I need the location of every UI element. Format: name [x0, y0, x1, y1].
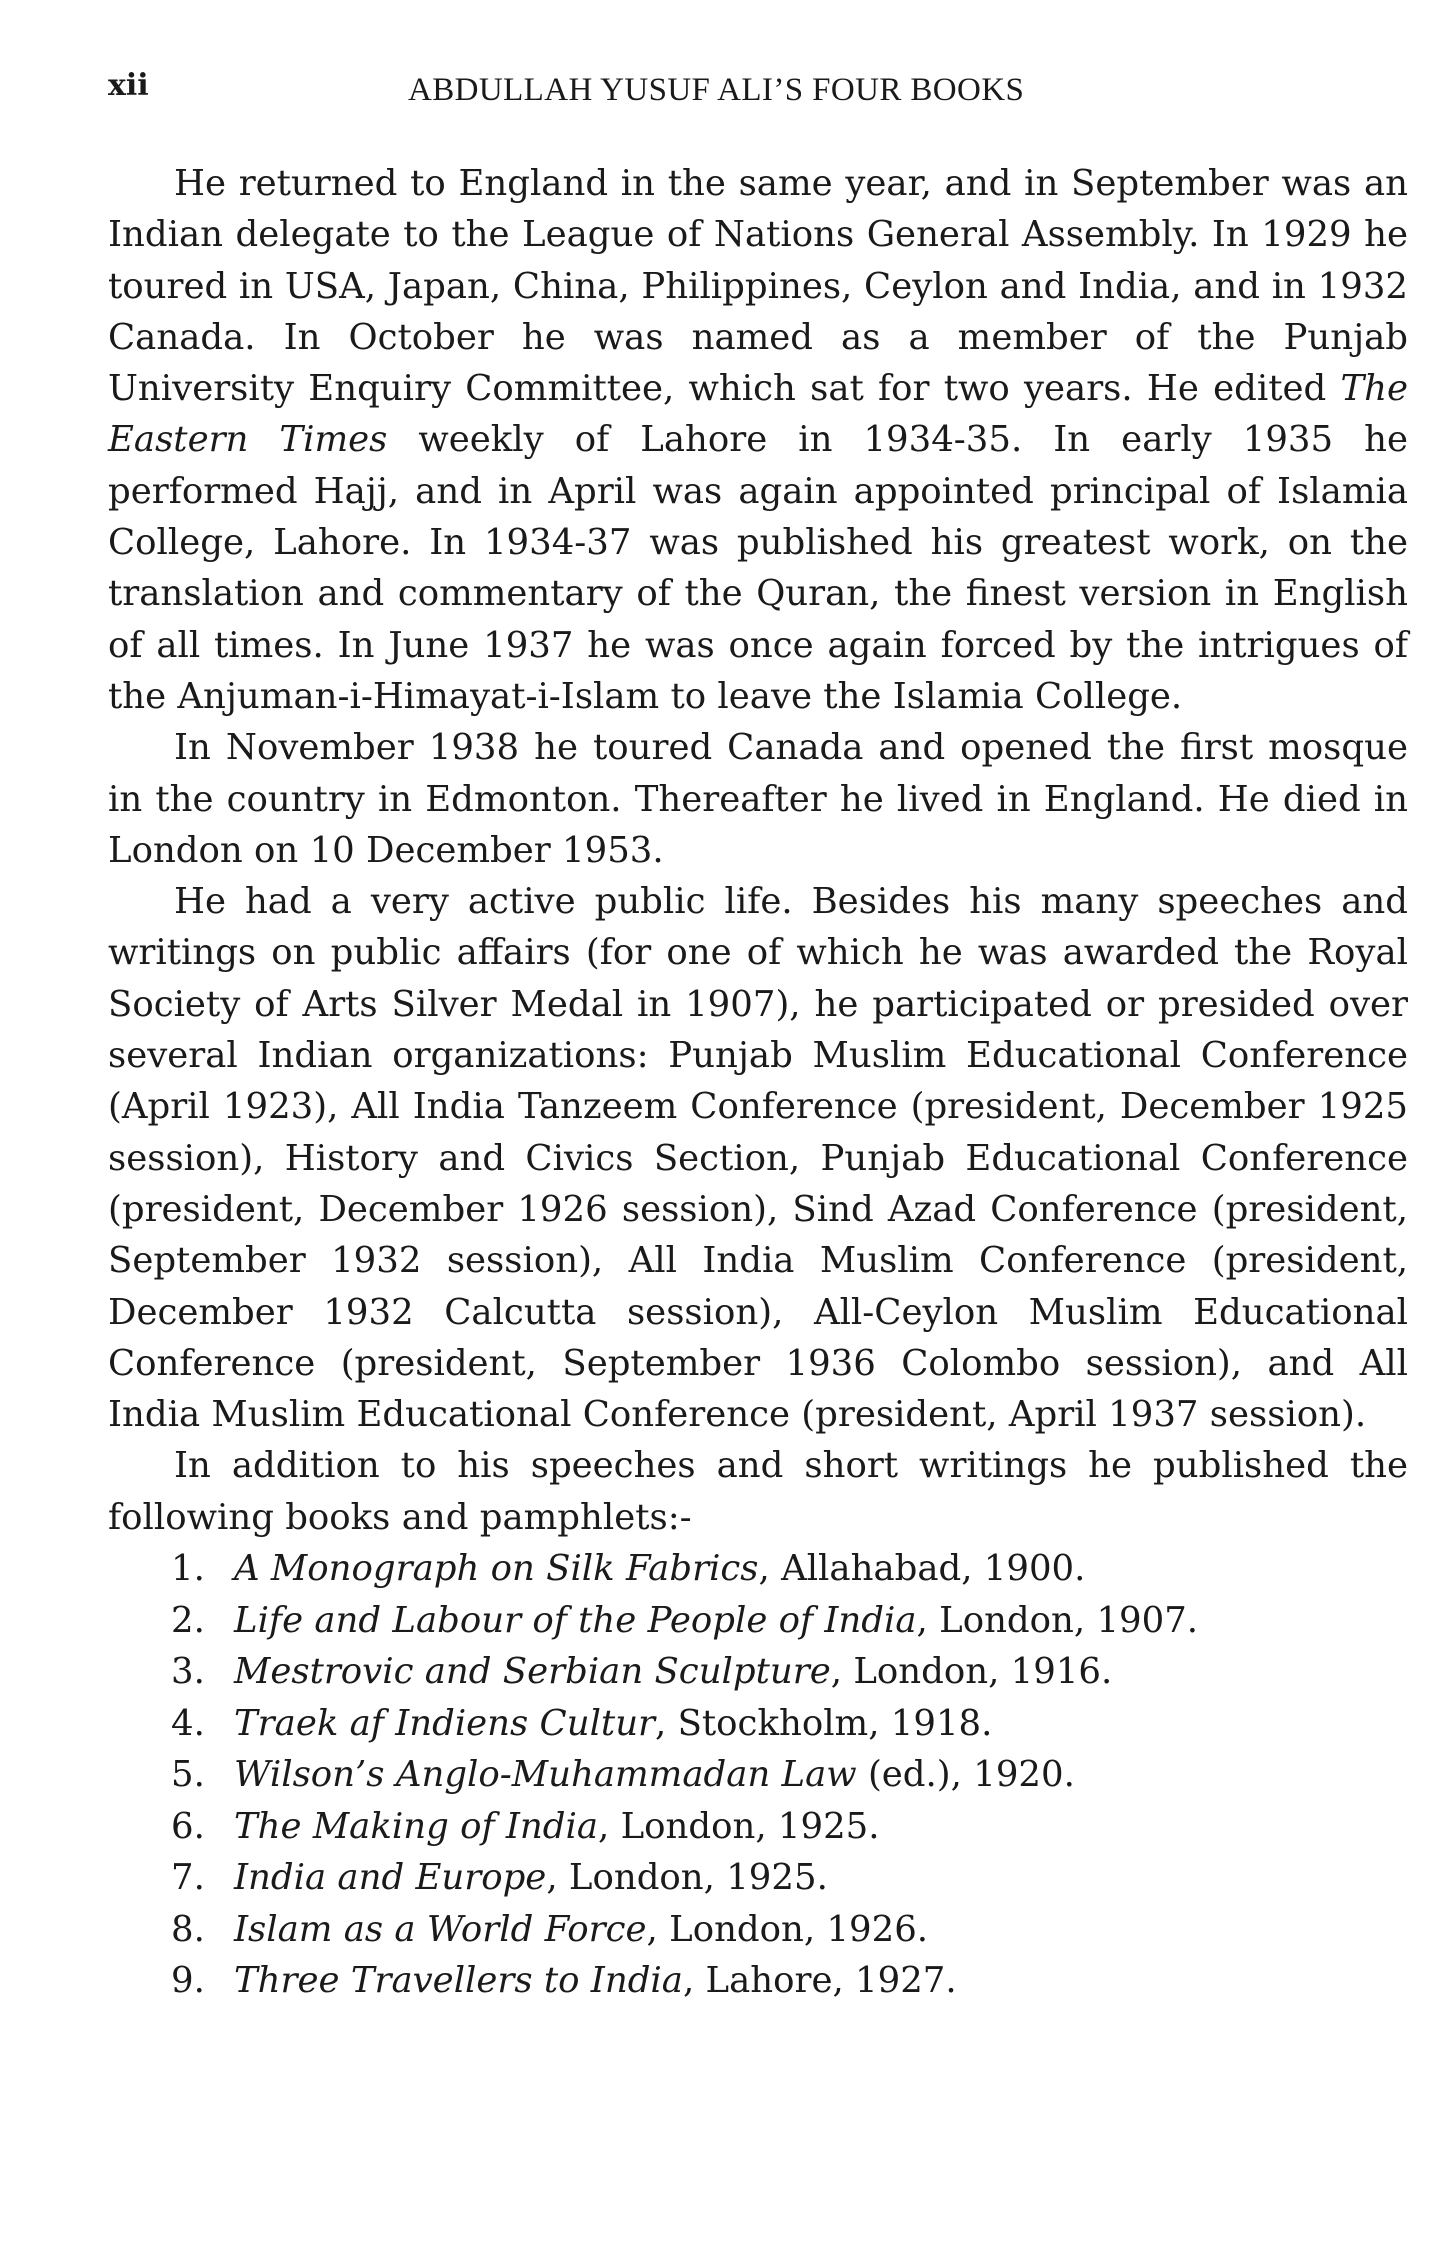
periodical-title: The Eastern Times [108, 368, 1408, 461]
list-item [108, 1595, 1408, 1647]
body-text [108, 158, 1408, 2007]
list-item [108, 1646, 1408, 1698]
list-number: 3. [171, 1651, 205, 1693]
book-title: Islam as a World Force [234, 1908, 647, 1950]
book-details: , Allahabad, 1900. [758, 1548, 1086, 1590]
book-title: India and Europe [234, 1857, 547, 1899]
book-details: , London, 1926. [646, 1908, 929, 1950]
book-details: , London, 1925. [546, 1857, 828, 1899]
book-page [108, 58, 1408, 2007]
list-number: 7. [171, 1857, 205, 1899]
book-title: Mestrovic and Serbian Sculpture [234, 1651, 831, 1693]
book-details: , Stockholm, 1918. [655, 1702, 993, 1744]
running-header [108, 58, 1408, 118]
list-item [108, 1749, 1408, 1801]
page-number: xii [108, 68, 149, 103]
book-title: A Monograph on Silk Fabrics [234, 1548, 759, 1590]
book-title: Wilson’s Anglo-Muhammadan Law [234, 1754, 857, 1796]
paragraph-career [108, 158, 1408, 722]
list-item [108, 1801, 1408, 1853]
list-number: 6. [171, 1805, 205, 1847]
book-title: Traek af Indiens Cultur [234, 1702, 656, 1744]
paragraph-text: weekly of Lahore in 1934-35. In early 1935 he performed Hajj, and in April was again appointed principal of Islamia College, Lahore. In 1934-37 was published his greatest work, on the translation and commentary of the Quran, the finest version in English of all times. In June 1937 he was once again forced by the intrigues of the Anjuman-i-Himayat-i-Islam to leave the Islamia College. [108, 419, 1408, 717]
book-title: Life and Labour of the People of India [234, 1599, 917, 1641]
list-number: 8. [171, 1908, 205, 1950]
list-number: 1. [171, 1548, 205, 1590]
list-number: 5. [171, 1754, 205, 1796]
list-item [108, 1852, 1408, 1904]
list-number: 9. [171, 1960, 205, 2002]
list-item [108, 1955, 1408, 2007]
paragraph-public-life: He had a very active public life. Besides his many speeches and writings on public affairs (for one of which he was awarded the Royal Society of Arts Silver Medal in 1907), he participated or presided over several Indian organizations: Punjab Muslim Educational Conference (April 1923), All India Tanzeem Conference (president, December 1925 session), History and Civics Section, Punjab Educational Conference (president, December 1926 session), Sind Azad Conference (president, September 1932 session), All India Muslim Conference (president, December 1932 Calcutta session), All-Ceylon Muslim Educational Conference (president, September 1936 Colombo session), and All India Muslim Educational Conference (president, April 1937 session). [108, 881, 1408, 1436]
book-details: , London, 1925. [598, 1805, 880, 1847]
paragraph-later-life: In November 1938 he toured Canada and opened the first mosque in the country in Edmonton. Thereafter he lived in England. He died in London on 10 December 1953. [108, 727, 1408, 871]
list-item [108, 1904, 1408, 1956]
book-title: Three Travellers to India [234, 1960, 683, 2002]
book-details: (ed.), 1920. [856, 1754, 1075, 1796]
list-item [108, 1543, 1408, 1595]
list-number: 2. [171, 1599, 205, 1641]
book-list [108, 1543, 1408, 2007]
book-details: , London, 1907. [916, 1599, 1199, 1641]
book-details: , London, 1916. [830, 1651, 1113, 1693]
book-details: , Lahore, 1927. [682, 1960, 957, 2002]
book-title: The Making of India [234, 1805, 599, 1847]
running-title: ABDULLAH YUSUF ALI’S FOUR BOOKS [408, 72, 1025, 108]
paragraph-text: He returned to England in the same year, and in September was an Indian delegate to the League of Nations General Assembly. In 1929 he toured in USA, Japan, China, Philippines, Ceylon and India, and in 1932 Canada. In October he was named as a member of the Punjab University Enquiry Committee, which sat for two years. He edited [108, 163, 1408, 410]
list-number: 4. [171, 1702, 205, 1744]
list-item [108, 1698, 1408, 1750]
paragraph-publications-intro: In addition to his speeches and short writings he published the following books and pamphlets:- [108, 1445, 1408, 1538]
